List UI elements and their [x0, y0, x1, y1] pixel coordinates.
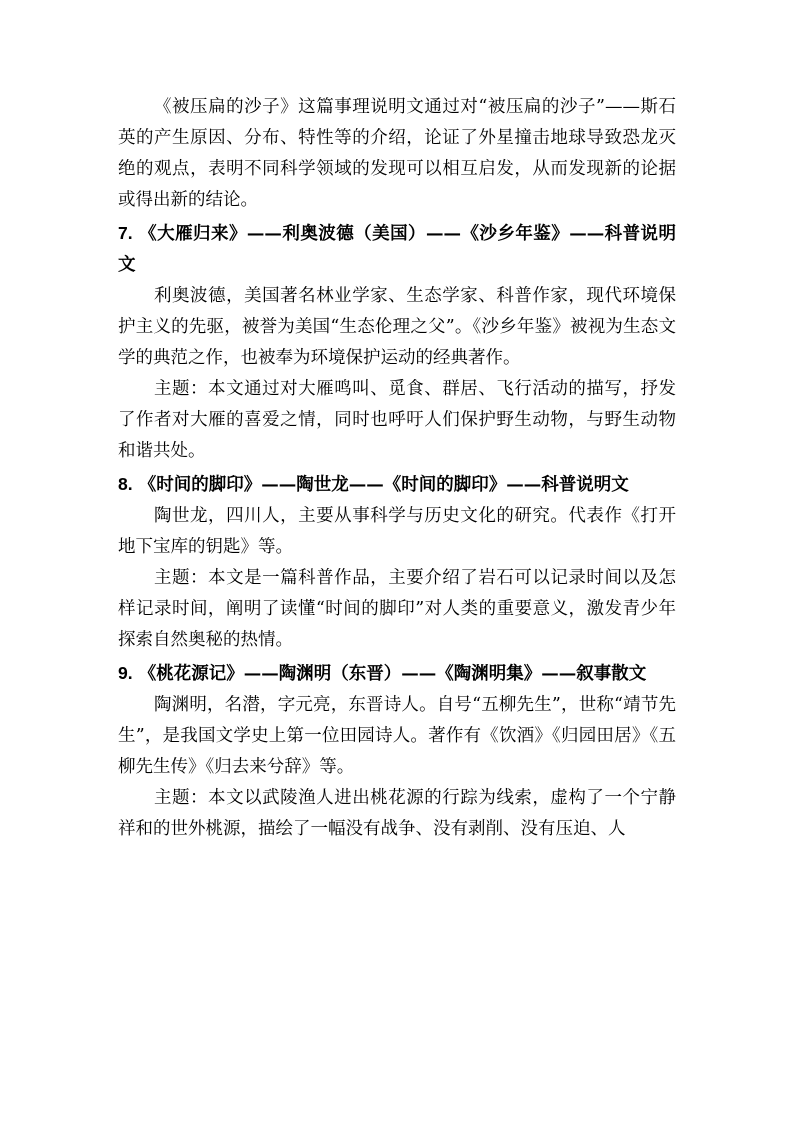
section-8-number: 8. [118, 474, 133, 494]
section-9-title: 《桃花源记》——陶渊明（东晋）——《陶渊明集》——叙事散文 [138, 664, 647, 684]
section-7-heading [118, 218, 676, 281]
section-9-number: 9. [118, 663, 133, 683]
section-7-title: 《大雁归来》——利奥波德（美国）——《沙乡年鉴》——科普说明文 [118, 224, 677, 275]
section-9-theme: 主题：本文以武陵渔人进出桃花源的行踪为线索，虚构了一个宁静祥和的世外桃源，描绘了一幅没有战争、没有剥削、没有压迫、人 [118, 788, 676, 839]
section-7-number: 7. [118, 223, 133, 243]
intro-paragraph: 《被压扁的沙子》这篇事理说明文通过对“被压扁的沙子”——斯石英的产生原因、分布、特性等的介绍，论证了外星撞击地球导致恐龙灭绝的观点，表明不同科学领域的发现可以相互启发，从而发现新的论据或得出新的结论。 [118, 97, 676, 210]
section-8-author-intro: 陶世龙，四川人，主要从事科学与历史文化的研究。代表作《打开地下宝库的钥匙》等。 [118, 506, 676, 557]
document-page [118, 92, 676, 845]
section-7-theme: 主题：本文通过对大雁鸣叫、觅食、群居、飞行活动的描写，抒发了作者对大雁的喜爱之情，同时也呼吁人们保护野生动物，与野生动物和谐共处。 [118, 379, 676, 461]
section-8-heading [118, 469, 676, 501]
section-9-author-intro: 陶渊明，名潜，字元亮，东晋诗人。自号“五柳先生”，世称“靖节先生”，是我国文学史上第一位田园诗人。著作有《饮酒》《归园田居》《五柳先生传》《归去来兮辞》等。 [118, 695, 676, 777]
section-9-heading [118, 658, 676, 690]
section-7-author-intro: 利奥波德，美国著名林业学家、生态学家、科普作家，现代环境保护主义的先驱，被誉为美国“生态伦理之父”。《沙乡年鉴》被视为生态文学的典范之作，也被奉为环境保护运动的经典著作。 [118, 286, 676, 368]
section-8-title: 《时间的脚印》——陶世龙——《时间的脚印》——科普说明文 [138, 475, 629, 495]
section-8-theme: 主题：本文是一篇科普作品，主要介绍了岩石可以记录时间以及怎样记录时间，阐明了读懂“时间的脚印”对人类的重要意义，激发青少年探索自然奥秘的热情。 [118, 568, 676, 650]
